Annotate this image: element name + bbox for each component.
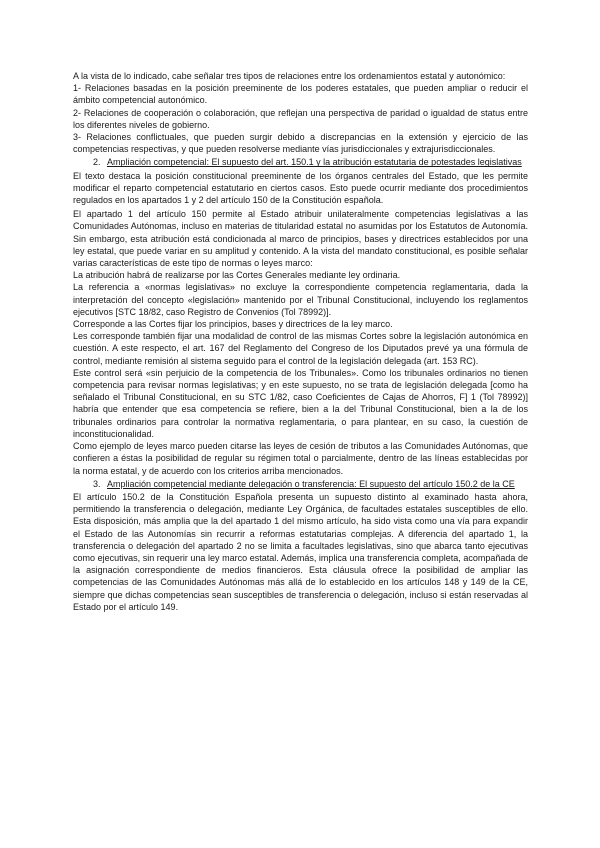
body-paragraph: El artículo 150.2 de la Constitución Española presenta un supuesto distinto al examinado hasta ahora, permitiendo la transferencia o delegación, mediante Ley Orgánica, de facultades estatales susceptibles de ello. Esta disposición, más amplia que la del apartado 1 del mismo artículo, ha sido vista como una vía para expandir el Estado de las Autonomías sin recurrir a reformas estatutarias complejas. A diferencia del apartado 1, la transferencia o delegación del apartado 2 no se limita a facultades legislativas, sino que abarca tanto ejecutivas como ejecutivas, sin requerir una ley marco estatal. Además, implica una transferencia completa, acompañada de la asignación correspondiente de medios financieros. Esta cláusula ofrece la posibilidad de ampliar las competencias de las Comunidades Autónomas más allá de lo establecido en los artículos 148 y 149 de la CE, siempre que dichas competencias sean susceptibles de transferencia o delegación, incluso si están reservadas al Estado por el artículo 149.	[73, 491, 528, 612]
list-item: 2- Relaciones de cooperación o colaboración, que reflejan una perspectiva de paridad o igualdad de status entre los diferentes niveles de gobierno.	[73, 107, 528, 130]
section-title: Ampliación competencial mediante delegación o transferencia: El supuesto del artículo 150.2 de la CE	[107, 478, 515, 489]
body-paragraph: El texto destaca la posición constitucional preeminente de los órganos centrales del Estado, que les permite modificar el reparto competencial estatutario en ciertos casos. Esto puede ocurrir mediante dos procedimientos regulados en los apartados 1 y 2 del artículo 150 de la Constitución española.	[73, 170, 528, 206]
section-number: 3.	[93, 478, 101, 489]
body-paragraph: Este control será «sin perjuicio de la competencia de los Tribunales». Como los tribunales ordinarios no tienen competencia para revisar normas legislativas; y en este supuesto, no se trata de legislación delegada [como ha señalado el Tribunal Constitucional, en su STC 1/82, caso Coeficientes de Cajas de Ahorros, F] 1 (Tol 78992)] habría que entender que esa competencia se refiere, bien a la del Tribunal Constitucional, bien a la de los tribunales ordinarios para controlar la normativa reglamentaria, o para plantear, en su caso, la cuestión de inconstitucionalidad.	[73, 367, 528, 439]
body-paragraph: El apartado 1 del artículo 150 permite al Estado atribuir unilateralmente competencias legislativas a las Comunidades Autónomas, incluso en materias de titularidad estatal no asumidas por los Estatutos de Autonomía. Sin embargo, esta atribución está condicionada al marco de principios, bases y directrices establecidos por una ley estatal, que puede variar en su amplitud y contenido. A la vista del mandato constitucional, es posible señalar varias características de este tipo de normas o leyes marco:	[73, 209, 528, 269]
body-paragraph: La referencia a «normas legislativas» no excluye la correspondiente competencia reglamentaria, dada la interpretación del concepto «legislación» mantenido por el Tribunal Constitucional, incluyendo los reglamentos ejecutivos [STC 18/82, caso Registro de Convenios (Tol 78992)].	[73, 282, 528, 317]
section-title: Ampliación competencial: El supuesto del art. 150.1 y la atribución estatutaria de potestades legislativas	[107, 157, 522, 168]
body-paragraph: Corresponde a las Cortes fijar los principios, bases y directrices de la ley marco.	[73, 319, 393, 330]
intro-paragraph: A la vista de lo indicado, cabe señalar tres tipos de relaciones entre los ordenamientos estatal y autonómico:	[73, 71, 506, 81]
section-heading-3	[73, 478, 528, 490]
body-paragraph: Les corresponde también fijar una modalidad de control de las mismas Cortes sobre la legislación autonómica en cuestión. A este respecto, el art. 167 del Reglamento del Congreso de los Diputados prevé ya una fórmula de control, mediante remisión al sistema seguido para el control de la legislación delegada (art. 153 RC).	[73, 331, 528, 366]
body-paragraph: La atribución habrá de realizarse por las Cortes Generales mediante ley ordinaria.	[73, 270, 401, 281]
body-paragraph: Como ejemplo de leyes marco pueden citarse las leyes de cesión de tributos a las Comunidades Autónomas, que confieren a éstas la posibilidad de regular su régimen total o parcialmente, dentro de las líneas establecidas por la norma estatal, y de acuerdo con los criterios arriba mencionados.	[73, 441, 528, 476]
list-item: 3- Relaciones conflictuales, que pueden surgir debido a discrepancias en la extensión y ejercicio de las competencias respectivas, y que pueden resolverse mediante vías jurisdiccionales y extrajurisdiccionales.	[73, 132, 528, 155]
section-heading-2	[73, 156, 528, 168]
list-item: 1- Relaciones basadas en la posición preeminente de los poderes estatales, que pueden ampliar o reducir el ámbito competencial autonómico.	[73, 83, 528, 106]
section-number: 2.	[93, 157, 101, 168]
